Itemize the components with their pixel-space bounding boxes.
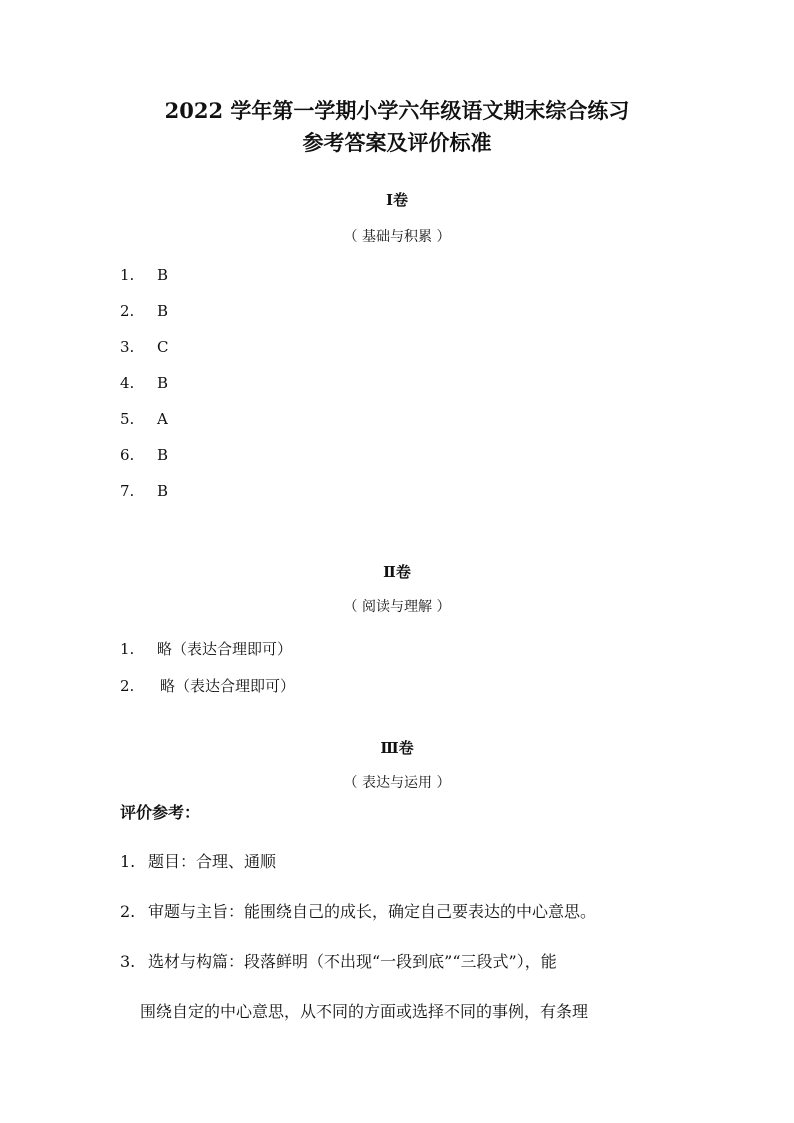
criteria-item [120, 951, 676, 973]
answer-number: 7. [120, 482, 135, 500]
criteria-text: 选材与构篇：段落鲜明（不出现“一段到底”“三段式”），能 [148, 952, 557, 971]
answer-number: 1. [120, 266, 135, 284]
answer-value: B [157, 266, 169, 284]
answer-value: 略（表达合理即可） [160, 677, 296, 695]
answer-row [120, 408, 168, 430]
section-2-subtitle: （ 阅读与理解 ） [343, 599, 451, 615]
criteria-item [120, 851, 676, 873]
answer-number: 2. [120, 677, 135, 695]
answer-value: 略（表达合理即可） [157, 640, 293, 658]
section-1-heading: Ⅰ卷 [385, 191, 409, 209]
answer-row [120, 444, 168, 466]
answer-row [120, 638, 292, 660]
section-3-heading: Ⅲ卷 [380, 739, 414, 757]
criteria-number: 3. [120, 952, 136, 971]
page-title: 2022 学年第一学期小学六年级语文期末综合练习 [164, 98, 630, 123]
criteria-text: 审题与主旨：能围绕自己的成长，确定自己要表达的中心意思。 [148, 902, 597, 921]
answer-row [120, 264, 168, 286]
answer-number: 5. [120, 410, 135, 428]
section-2-heading: Ⅱ卷 [383, 563, 411, 581]
answer-number: 6. [120, 446, 135, 464]
criteria-number: 2. [120, 902, 136, 921]
answer-row [120, 300, 168, 322]
answer-row [120, 675, 295, 697]
answer-number: 1. [120, 640, 135, 658]
answer-number: 2. [120, 302, 135, 320]
answer-value: B [157, 446, 169, 464]
criteria-text: 题目：合理、通顺 [148, 852, 277, 871]
criteria-label: 评价参考： [120, 803, 201, 822]
criteria-number: 1. [120, 852, 136, 871]
answer-value: C [157, 338, 169, 356]
answer-row [120, 372, 168, 394]
answer-value: B [157, 374, 169, 392]
criteria-text-continuation: 围绕自定的中心意思，从不同的方面或选择不同的事例，有条理 [140, 1002, 589, 1021]
answer-value: B [157, 302, 169, 320]
section-1-subtitle: （ 基础与积累 ） [343, 229, 451, 245]
answer-value: A [157, 410, 168, 428]
answer-value: B [157, 482, 169, 500]
answer-number: 4. [120, 374, 135, 392]
answer-row [120, 480, 168, 502]
answer-row [120, 336, 168, 358]
page-subtitle: 参考答案及评价标准 [302, 130, 492, 155]
answer-number: 3. [120, 338, 135, 356]
criteria-item [120, 901, 676, 923]
section-3-subtitle: （ 表达与运用 ） [343, 775, 451, 791]
